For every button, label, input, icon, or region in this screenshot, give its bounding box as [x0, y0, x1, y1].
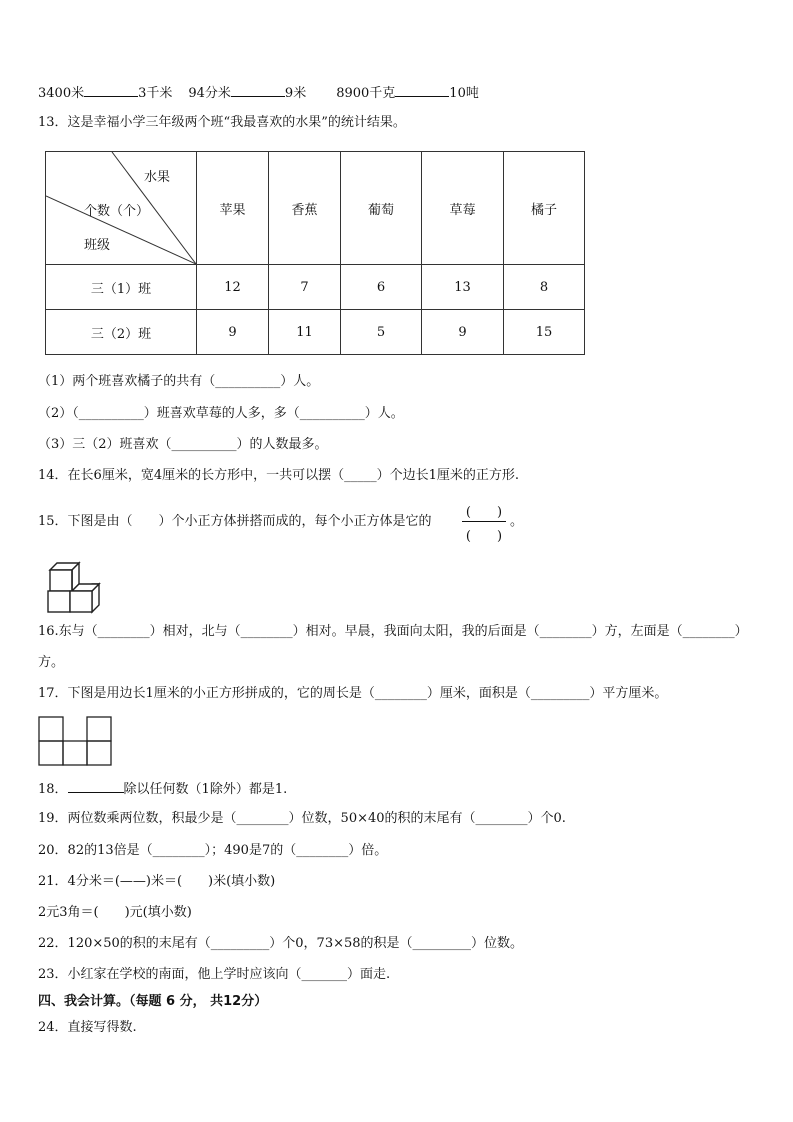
section-4-heading: 四、我会计算。（每题 6 分， 共12分） [38, 994, 268, 1009]
q18-blank[interactable] [68, 780, 124, 793]
q13-sub-2: （2）（__________）班喜欢草莓的人多，多（__________）人。 [38, 406, 404, 421]
q13-sub-3: （3）三（2）班喜欢（__________）的人数最多。 [38, 437, 328, 452]
header-class: 班级 [84, 238, 111, 253]
q16-line-1: 16.东与（________）相对，北与（________）相对。早晨，我面向太阳，我的后面是（________）方，左面是（________） [38, 624, 748, 639]
q12-blank-1[interactable] [84, 84, 138, 97]
table-cell: 9 [422, 310, 504, 355]
diagonal-header-cell [46, 152, 197, 265]
fraction-numerator: ( ) [465, 505, 503, 520]
q18 [38, 780, 287, 798]
fruit-header-5: 橘子 [504, 152, 585, 265]
table-cell: 12 [197, 265, 269, 310]
q21-line-1: 21．4分米＝(——)米＝( )米(填小数) [38, 874, 276, 889]
q12-e: 8900千克 [336, 86, 396, 101]
table-cell: 11 [269, 310, 341, 355]
q13-sub-1: （1）两个班喜欢橘子的共有（__________）人。 [38, 374, 320, 389]
q12-line [38, 84, 479, 102]
table-cell: 15 [504, 310, 585, 355]
fruit-table [45, 151, 585, 355]
q12-b: 3千米 [138, 86, 173, 101]
q12-blank-2[interactable] [231, 84, 285, 97]
q20: 20．82的13倍是（________）；490是7的（________）倍。 [38, 843, 388, 858]
q16-line-2: 方。 [38, 655, 65, 670]
q18-post: 除以任何数（1除外）都是1. [123, 782, 288, 797]
q17: 17．下图是用边长1厘米的小正方形拼成的，它的周长是（________）厘米，面积是（_________）平方厘米。 [38, 686, 668, 701]
fruit-header-2: 香蕉 [269, 152, 341, 265]
q14: 14．在长6厘米，宽4厘米的长方形中，一共可以摆（_____）个边长1厘米的正方形. [38, 468, 519, 483]
q13-intro: 13．这是幸福小学三年级两个班“我最喜欢的水果”的统计结果。 [38, 115, 406, 130]
q18-pre: 18． [38, 782, 68, 797]
fraction-bar [462, 521, 506, 522]
q15-text: 15．下图是由（ ）个小正方体拼搭而成的，每个小正方体是它的 [38, 514, 432, 529]
fruit-header-4: 草莓 [422, 152, 504, 265]
q12-a: 3400米 [38, 86, 85, 101]
q15-end: 。 [510, 514, 524, 529]
table-cell: 9 [197, 310, 269, 355]
q12-c: 94分米 [188, 86, 231, 101]
table-cell: 13 [422, 265, 504, 310]
q12-d: 9米 [284, 86, 307, 101]
table-row [46, 310, 585, 355]
q22: 22．120×50的积的末尾有（_________）个0，73×58的积是（_________）位数。 [38, 936, 524, 951]
fraction-denominator: ( ) [465, 529, 503, 544]
row-class-2: 三（2）班 [46, 310, 197, 355]
table-cell: 8 [504, 265, 585, 310]
q15-fraction[interactable] [459, 499, 509, 545]
row-class-1: 三（1）班 [46, 265, 197, 310]
q12-f: 10吨 [449, 86, 479, 101]
table-header-row [46, 152, 585, 265]
q19: 19．两位数乘两位数，积最少是（________）位数，50×40的积的末尾有（________）个0. [38, 811, 566, 826]
q23: 23．小红家在学校的南面，他上学时应该向（_______）面走. [38, 967, 391, 982]
fruit-header-3: 葡萄 [341, 152, 422, 265]
table-cell: 7 [269, 265, 341, 310]
q24: 24．直接写得数. [38, 1020, 137, 1035]
q21-line-2: 2元3角＝( )元(填小数) [38, 905, 192, 920]
table-cell: 5 [341, 310, 422, 355]
header-fruit: 水果 [144, 170, 171, 185]
fruit-header-1: 苹果 [197, 152, 269, 265]
table-row [46, 265, 585, 310]
q12-blank-3[interactable] [395, 84, 449, 97]
table-cell: 6 [341, 265, 422, 310]
square-grid-figure-icon [38, 716, 112, 767]
header-count: 个数（个） [84, 204, 150, 219]
cubes-figure-icon [42, 556, 108, 614]
